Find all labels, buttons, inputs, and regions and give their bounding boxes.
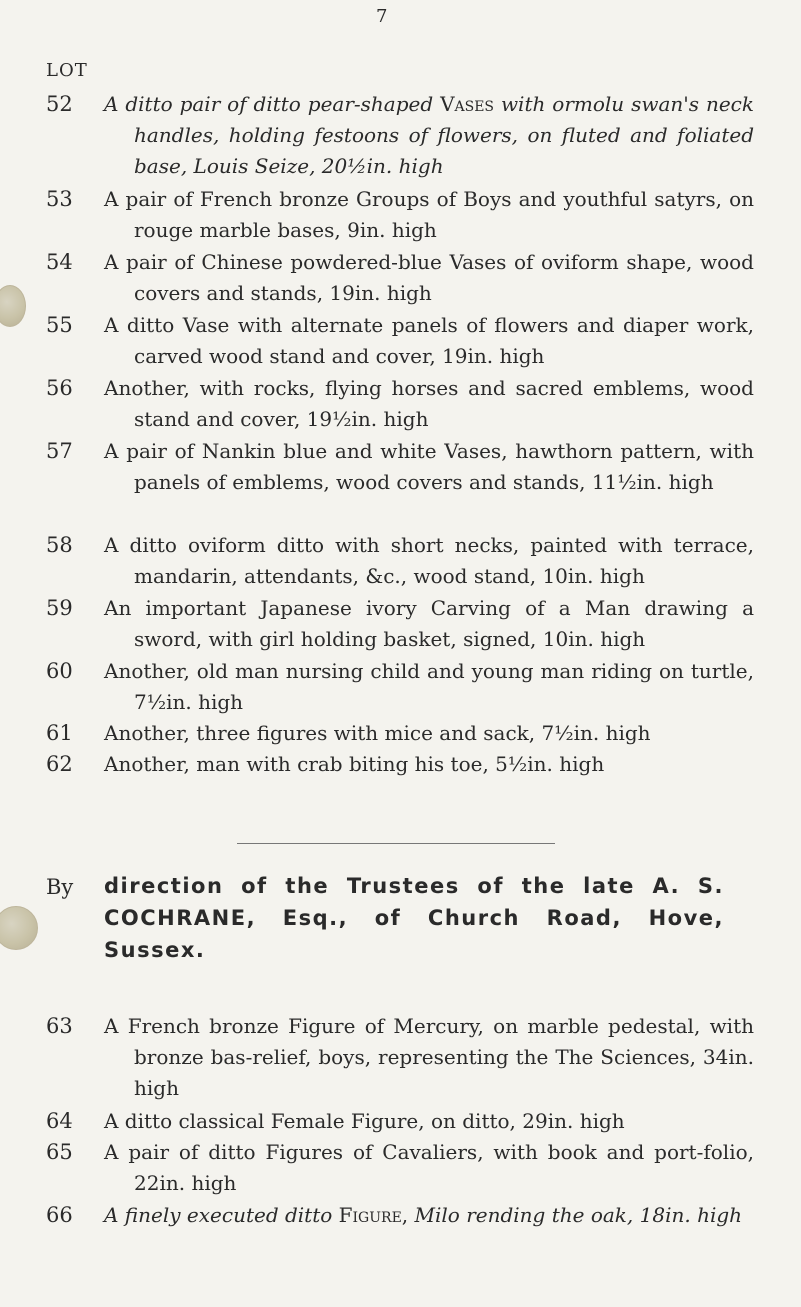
lot-number: 65: [46, 1140, 73, 1164]
lot-description: A pair of French bronze Groups of Boys and youthful satyrs, on rouge marble bases, 9in. high: [104, 187, 754, 242]
page-number: 7: [376, 6, 388, 27]
lot-header: LOT: [46, 60, 88, 81]
section-divider: [237, 843, 555, 844]
lot-description: Another, old man nursing child and young man riding on turtle, 7½in. high: [104, 659, 754, 714]
lot-description: Another, three figures with mice and sack, 7½in. high: [104, 721, 651, 745]
lot-desc-italic-2: Milo rending the oak, 18in. high: [414, 1203, 743, 1227]
lot-number: 52: [46, 92, 73, 116]
lot-desc-italic: A finely executed ditto: [104, 1203, 333, 1227]
lot-description: A pair of Chinese powdered-blue Vases of oviform shape, wood covers and stands, 19in. high: [104, 250, 754, 305]
lot-number: 56: [46, 376, 73, 400]
lot-description: A ditto oviform ditto with short necks, painted with terrace, mandarin, attendants, &c., wood stand, 10in. high: [104, 533, 754, 588]
lot-desc-smallcaps: Vases: [433, 92, 501, 116]
lot-number: 55: [46, 313, 73, 337]
lot-desc-italic-2: with ormolu swan's neck handles, holding festoons of flowers, on fluted and foliated base, Louis Seize, 20½in. high: [134, 92, 754, 178]
lot-number: 62: [46, 752, 73, 776]
lot-desc-smallcaps: Figure,: [332, 1203, 415, 1227]
lot-number: 59: [46, 596, 73, 620]
lot-number: 58: [46, 533, 73, 557]
lot-description: [104, 89, 754, 182]
lot-number: 61: [46, 721, 73, 745]
lot-number: 66: [46, 1203, 73, 1227]
lot-description: A pair of ditto Figures of Cavaliers, with book and port-folio, 22in. high: [104, 1140, 754, 1195]
lot-number: 53: [46, 187, 73, 211]
lot-description: Another, man with crab biting his toe, 5½in. high: [104, 752, 605, 776]
lot-number: 63: [46, 1014, 73, 1038]
lot-number: 57: [46, 439, 73, 463]
lot-number: 64: [46, 1109, 73, 1133]
lot-number: 60: [46, 659, 73, 683]
lot-description: A ditto classical Female Figure, on ditto, 29in. high: [104, 1109, 625, 1133]
lot-description: An important Japanese ivory Carving of a Man drawing a sword, with girl holding basket, signed, 10in. high: [104, 596, 754, 651]
lot-description: [104, 1200, 754, 1231]
binder-hole-top: [0, 285, 26, 327]
lot-description: A ditto Vase with alternate panels of flowers and diaper work, carved wood stand and cover, 19in. high: [104, 313, 754, 368]
consignor-heading: direction of the Trustees of the late A. S. COCHRANE, Esq., of Church Road, Hove, Sussex.: [104, 874, 724, 962]
binder-hole-bottom: [0, 906, 38, 950]
lot-desc-italic: A ditto pair of ditto pear-shaped: [104, 92, 434, 116]
by-label: By: [46, 875, 74, 899]
lot-description: A French bronze Figure of Mercury, on marble pedestal, with bronze bas-relief, boys, representing the The Sciences, 34in. high: [104, 1014, 754, 1100]
lot-number: 54: [46, 250, 73, 274]
lot-description: A pair of Nankin blue and white Vases, hawthorn pattern, with panels of emblems, wood covers and stands, 11½in. high: [104, 439, 754, 494]
lot-description: Another, with rocks, flying horses and sacred emblems, wood stand and cover, 19½in. high: [104, 376, 754, 431]
